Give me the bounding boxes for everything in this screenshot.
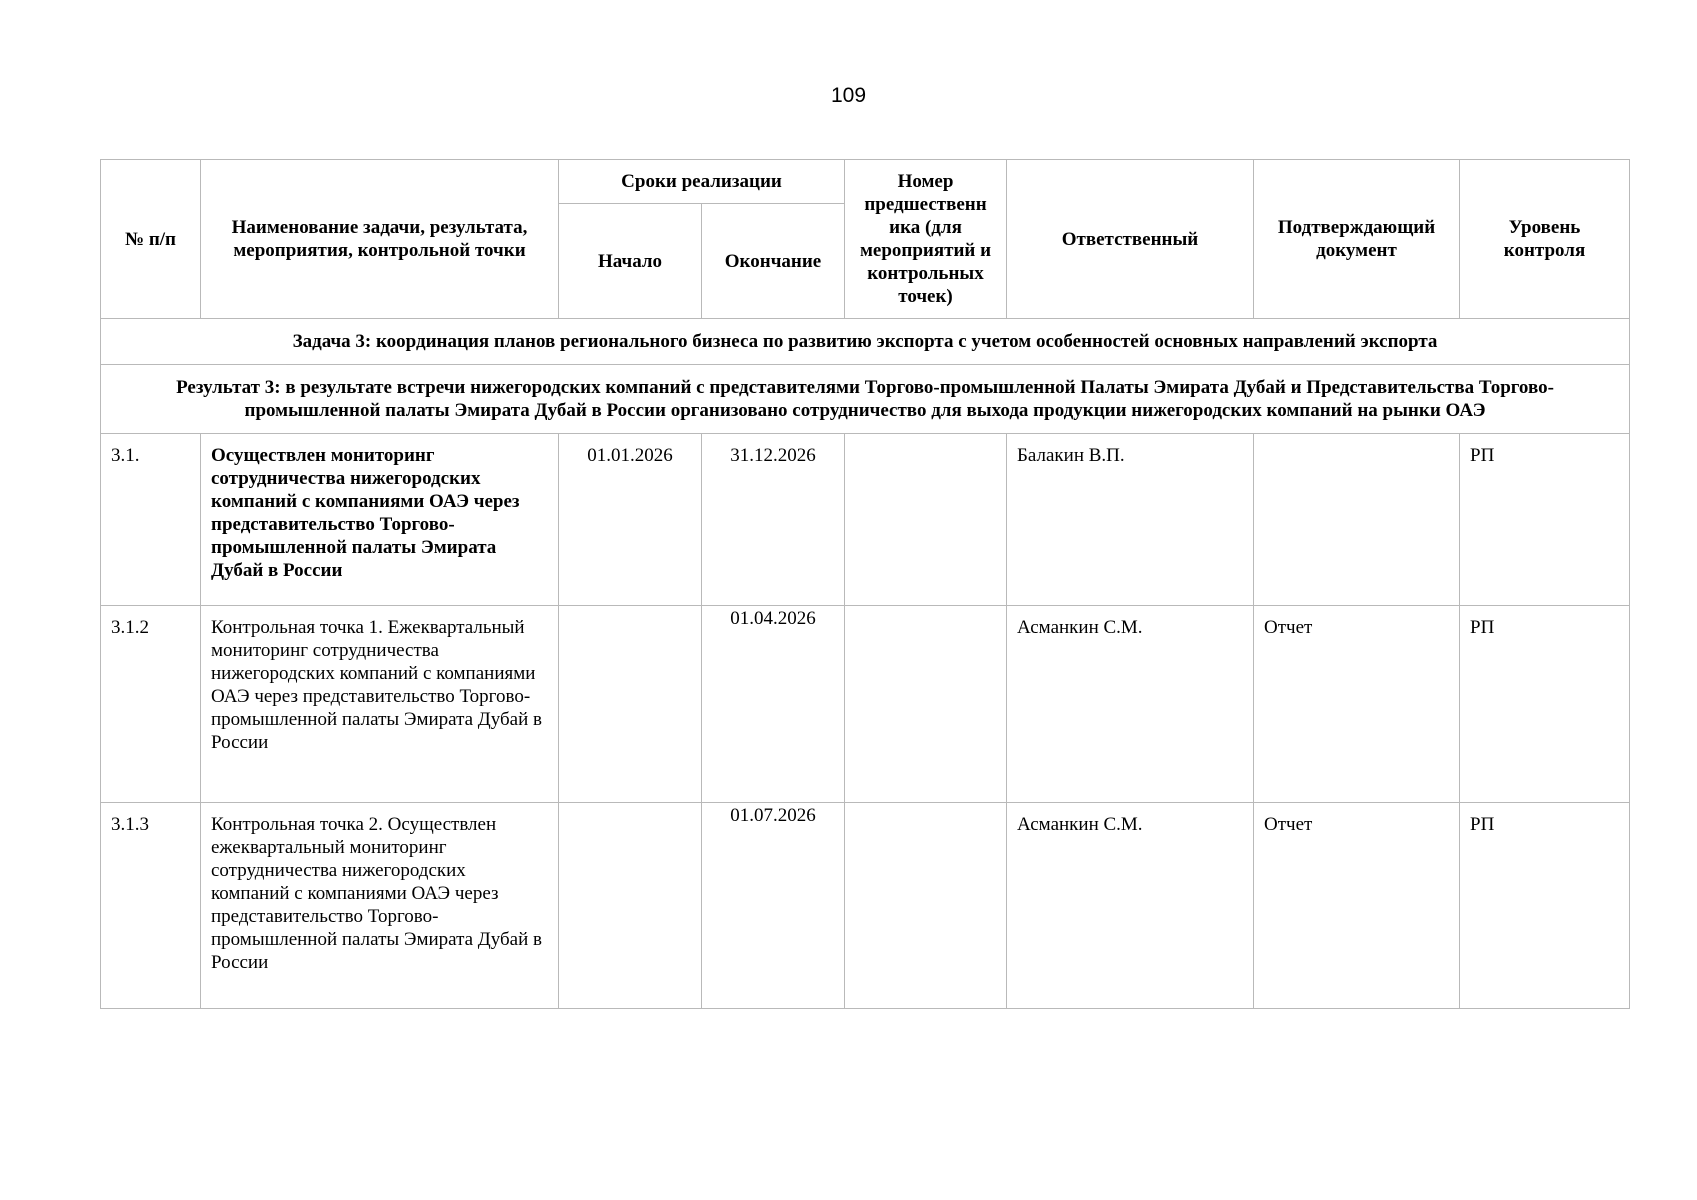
header-predecessor: Номер предшественн ика (для мероприятий и контрольных точек) xyxy=(845,160,1007,319)
task-row xyxy=(101,319,1630,365)
row-predecessor xyxy=(845,434,1007,606)
header-responsible: Ответственный xyxy=(1007,160,1254,319)
row-name: Контрольная точка 1. Ежеквартальный мониторинг сотрудничества нижегородских компаний с компаниями ОАЭ через представительство Торгово-промышленной палаты Эмирата Дубай в России xyxy=(201,606,559,803)
row-name: Осуществлен мониторинг сотрудничества нижегородских компаний с компаниями ОАЭ через представительство Торгово-промышленной палаты Эмирата Дубай в России xyxy=(201,434,559,606)
header-document: Подтверждающий документ xyxy=(1254,160,1460,319)
row-end: 01.07.2026 xyxy=(702,803,845,1009)
header-control: Уровень контроля xyxy=(1460,160,1630,319)
row-predecessor xyxy=(845,803,1007,1009)
header-name: Наименование задачи, результата, мероприятия, контрольной точки xyxy=(201,160,559,319)
row-control: РП xyxy=(1460,606,1630,803)
row-responsible: Асманкин С.М. xyxy=(1007,606,1254,803)
row-responsible: Балакин В.П. xyxy=(1007,434,1254,606)
row-document xyxy=(1254,434,1460,606)
row-num: 3.1. xyxy=(101,434,201,606)
row-responsible: Асманкин С.М. xyxy=(1007,803,1254,1009)
row-end: 31.12.2026 xyxy=(702,434,845,606)
row-document: Отчет xyxy=(1254,803,1460,1009)
page-number: 109 xyxy=(830,84,867,107)
header-num: № п/п xyxy=(101,160,201,319)
table-row xyxy=(101,434,1630,606)
row-num: 3.1.2 xyxy=(101,606,201,803)
header-end: Окончание xyxy=(702,204,845,319)
row-name: Контрольная точка 2. Осуществлен ежеквартальный мониторинг сотрудничества нижегородских компаний с компаниями ОАЭ через представительство Торгово-промышленной палаты Эмирата Дубай в России xyxy=(201,803,559,1009)
row-start xyxy=(559,803,702,1009)
row-predecessor xyxy=(845,606,1007,803)
header-terms: Сроки реализации xyxy=(559,160,845,204)
result-title: Результат 3: в результате встречи нижегородских компаний с представителями Торгово-промышленной Палаты Эмирата Дубай и Представительства Торгово-промышленной палаты Эмирата Дубай в России организовано сотрудничество для выхода продукции нижегородских компаний на рынки ОАЭ xyxy=(101,365,1630,434)
row-end: 01.04.2026 xyxy=(702,606,845,803)
row-start: 01.01.2026 xyxy=(559,434,702,606)
row-control: РП xyxy=(1460,434,1630,606)
row-document: Отчет xyxy=(1254,606,1460,803)
result-row xyxy=(101,365,1630,434)
row-num: 3.1.3 xyxy=(101,803,201,1009)
implementation-plan-table xyxy=(100,159,1630,1009)
task-title: Задача 3: координация планов регионального бизнеса по развитию экспорта с учетом особенностей основных направлений экспорта xyxy=(101,319,1630,365)
row-start xyxy=(559,606,702,803)
row-control: РП xyxy=(1460,803,1630,1009)
header-row xyxy=(101,160,1630,204)
table-row xyxy=(101,606,1630,803)
table-row xyxy=(101,803,1630,1009)
header-start: Начало xyxy=(559,204,702,319)
